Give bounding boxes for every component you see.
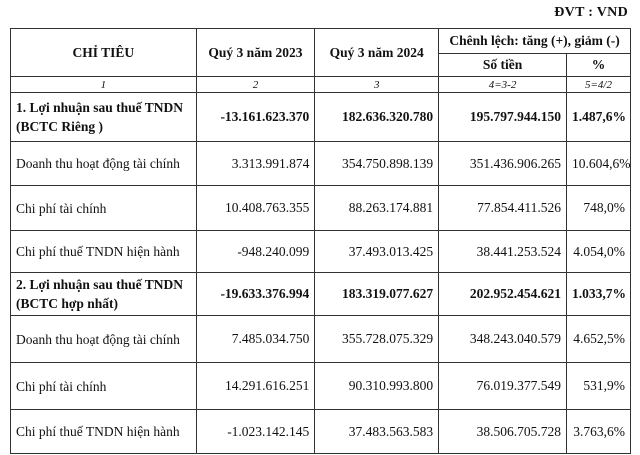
value-q3-2024: 90.310.993.800: [315, 363, 439, 410]
header-q3-2023: Quý 3 năm 2023: [196, 29, 315, 77]
table-row: [11, 316, 631, 363]
row-label: 1. Lợi nhuận sau thuế TNDN (BCTC Riêng ): [11, 93, 197, 142]
index-cell: 3: [315, 77, 439, 93]
unit-label: ĐVT : VND: [554, 5, 628, 20]
row-label: Doanh thu hoạt động tài chính: [11, 316, 197, 363]
value-percent: 10.604,6%: [567, 142, 631, 186]
value-q3-2023: 3.313.991.874: [196, 142, 315, 186]
value-percent: 748,0%: [567, 186, 631, 231]
table-row: [11, 142, 631, 186]
value-q3-2023: -1.023.142.145: [196, 410, 315, 454]
row-label: Chi phí thuế TNDN hiện hành: [11, 231, 197, 273]
value-percent: 3.763,6%: [567, 410, 631, 454]
header-row: [11, 29, 631, 54]
table-row: [11, 363, 631, 410]
value-q3-2024: 355.728.075.329: [315, 316, 439, 363]
value-q3-2024: 182.636.320.780: [315, 93, 439, 142]
value-q3-2023: -13.161.623.370: [196, 93, 315, 142]
value-q3-2023: 7.485.034.750: [196, 316, 315, 363]
value-q3-2024: 88.263.174.881: [315, 186, 439, 231]
table-row: [11, 231, 631, 273]
financial-table: [10, 28, 631, 454]
value-amount: 195.797.944.150: [439, 93, 567, 142]
value-amount: 38.441.253.524: [439, 231, 567, 273]
value-q3-2024: 354.750.898.139: [315, 142, 439, 186]
header-difference: Chênh lệch: tăng (+), giảm (-): [439, 29, 631, 54]
header-criteria: CHỈ TIÊU: [11, 29, 197, 77]
index-cell: 4=3-2: [439, 77, 567, 93]
row-label: Chi phí thuế TNDN hiện hành: [11, 410, 197, 454]
row-label: Chi phí tài chính: [11, 363, 197, 410]
value-q3-2023: 10.408.763.355: [196, 186, 315, 231]
value-q3-2024: 37.493.013.425: [315, 231, 439, 273]
header-percent: %: [567, 54, 631, 77]
value-amount: 38.506.705.728: [439, 410, 567, 454]
header-q3-2024: Quý 3 năm 2024: [315, 29, 439, 77]
value-percent: 4.652,5%: [567, 316, 631, 363]
header-amount: Số tiền: [439, 54, 567, 77]
value-percent: 531,9%: [567, 363, 631, 410]
value-q3-2023: -948.240.099: [196, 231, 315, 273]
row-label: Doanh thu hoạt động tài chính: [11, 142, 197, 186]
index-cell: 5=4/2: [567, 77, 631, 93]
table-row: [11, 186, 631, 231]
value-percent: 1.487,6%: [567, 93, 631, 142]
value-q3-2024: 37.483.563.583: [315, 410, 439, 454]
value-amount: 348.243.040.579: [439, 316, 567, 363]
value-q3-2023: 14.291.616.251: [196, 363, 315, 410]
table-row-section-2: [11, 273, 631, 316]
table-row-section-1: [11, 93, 631, 142]
index-cell: 2: [196, 77, 315, 93]
value-percent: 4.054,0%: [567, 231, 631, 273]
value-amount: 77.854.411.526: [439, 186, 567, 231]
row-label: Chi phí tài chính: [11, 186, 197, 231]
index-row: [11, 77, 631, 93]
value-q3-2024: 183.319.077.627: [315, 273, 439, 316]
table-row: [11, 410, 631, 454]
value-amount: 351.436.906.265: [439, 142, 567, 186]
value-amount: 202.952.454.621: [439, 273, 567, 316]
index-cell: 1: [11, 77, 197, 93]
value-percent: 1.033,7%: [567, 273, 631, 316]
value-amount: 76.019.377.549: [439, 363, 567, 410]
row-label: 2. Lợi nhuận sau thuế TNDN (BCTC hợp nhất): [11, 273, 197, 316]
value-q3-2023: -19.633.376.994: [196, 273, 315, 316]
